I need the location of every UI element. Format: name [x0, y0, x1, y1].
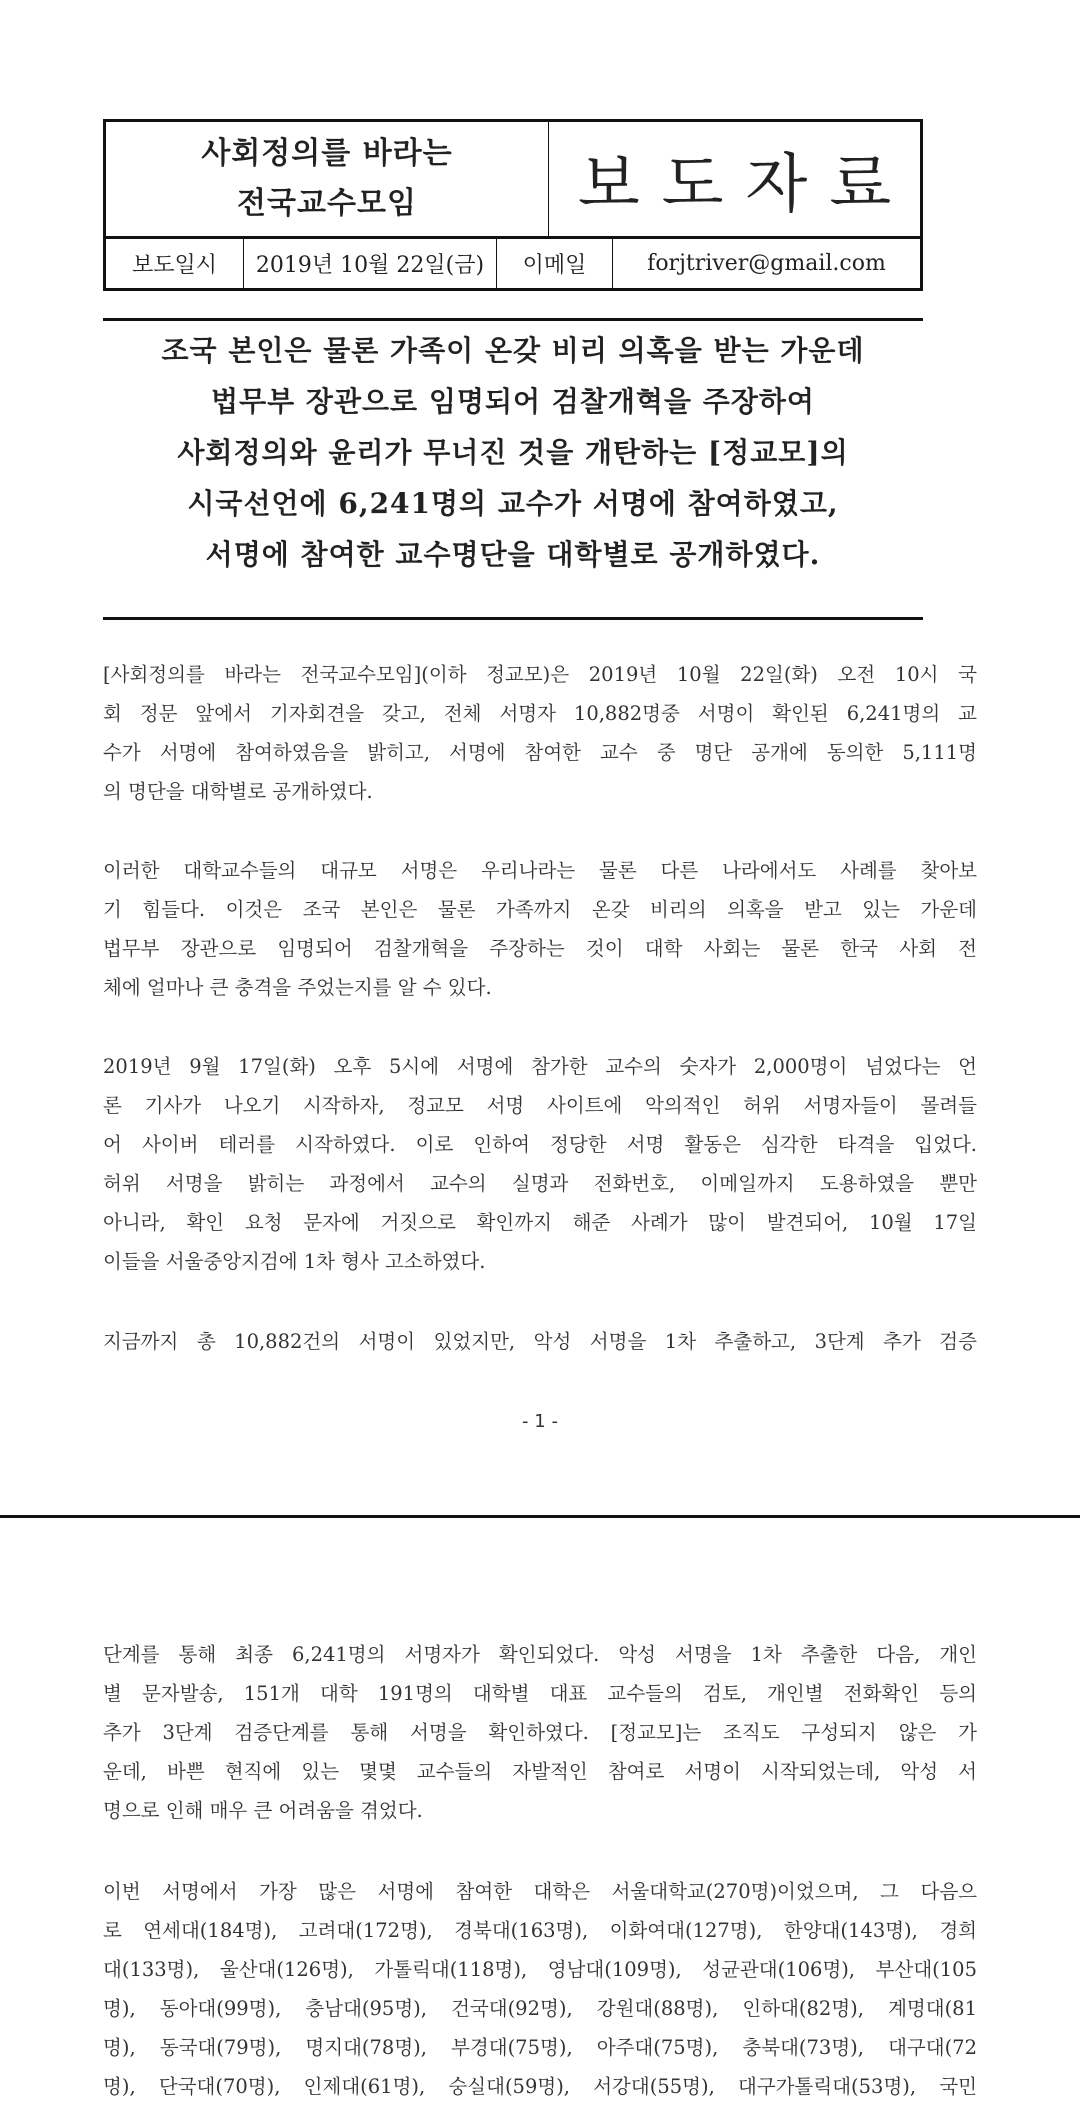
document-title: 보도자료 [577, 148, 914, 222]
text-line: 이러한 대학교수들의 대규모 서명은 우리나라는 물론 다른 나라에서도 사례를 찾아보 [103, 859, 977, 882]
body-paragraph-4 [103, 1322, 977, 1361]
text-line: 명), 동국대(79명), 명지대(78명), 부경대(75명), 아주대(75명), 충북대(73명), 대구대(72 [103, 2036, 977, 2059]
header-top-row [106, 122, 920, 236]
text-line: 아니라, 확인 요청 문자에 거짓으로 확인까지 해준 사례가 많이 발견되어, 10월 17일 [103, 1211, 977, 1234]
headline [103, 325, 923, 580]
text-line: 이들을 서울중앙지검에 1차 형사 고소하였다. [103, 1250, 486, 1273]
text-line: 법무부 장관으로 임명되어 검찰개혁을 주장하는 것이 대학 사회는 물론 한국 사회 전 [103, 937, 977, 960]
headline-line: 서명에 참여한 교수명단을 대학별로 공개하였다. [205, 538, 821, 571]
text-line: 로 연세대(184명), 고려대(172명), 경북대(163명), 이화여대(127명), 한양대(143명), 경희 [103, 1919, 977, 1942]
text-line: 단계를 통해 최종 6,241명의 서명자가 확인되었다. 악성 서명을 1차 추출한 다음, 개인 [103, 1643, 977, 1666]
page-number: - 1 - [522, 1411, 558, 1432]
release-date-label: 보도일시 [106, 239, 244, 288]
text-line: 대(133명), 울산대(126명), 가톨릭대(118명), 영남대(109명), 성균관대(106명), 부산대(105 [103, 1958, 977, 1981]
email-value: forjtriver@gmail.com [647, 251, 886, 276]
text-line: 수가 서명에 참여하였음을 밝히고, 서명에 참여한 교수 중 명단 공개에 동의한 5,111명 [103, 741, 977, 764]
text-line: 2019년 9월 17일(화) 오후 5시에 서명에 참가한 교수의 숫자가 2,000명이 넘었다는 언 [103, 1055, 977, 1078]
body-paragraph-5 [103, 1635, 977, 1830]
text-line: 명으로 인해 매우 큰 어려움을 겪었다. [103, 1799, 423, 1822]
text-line: 어 사이버 테러를 시작하였다. 이로 인하여 정당한 서명 활동은 심각한 타격을 입었다. [103, 1133, 977, 1156]
organization-name-line-1: 사회정의를 바라는 [201, 136, 453, 171]
page-2 [0, 1518, 1080, 2115]
organization-name-line-2: 전국교수모임 [237, 186, 417, 221]
headline-line: 시국선언에 6,241명의 교수가 서명에 참여하였고, [187, 487, 839, 520]
headline-top-rule [103, 318, 923, 321]
text-line: 이번 서명에서 가장 많은 서명에 참여한 대학은 서울대학교(270명)이었으며, 그 다음으 [103, 1880, 977, 1903]
text-line: [사회정의를 바라는 전국교수모임](이하 정교모)은 2019년 10월 22일(화) 오전 10시 국 [103, 663, 977, 686]
text-line: 지금까지 총 10,882건의 서명이 있었지만, 악성 서명을 1차 추출하고, 3단계 추가 검증 [103, 1330, 977, 1353]
organization-name [106, 122, 549, 236]
text-line: 의 명단을 대학별로 공개하였다. [103, 780, 373, 803]
body-paragraph-3 [103, 1047, 977, 1281]
release-date-value: 2019년 10월 22일(금) [244, 239, 497, 288]
body-paragraph-2 [103, 851, 977, 1007]
body-paragraph-1 [103, 655, 977, 811]
headline-bottom-rule [103, 617, 923, 620]
text-line: 추가 3단계 검증단계를 통해 서명을 확인하였다. [정교모]는 조직도 구성되지 않은 가 [103, 1721, 977, 1744]
text-line: 명), 단국대(70명), 인제대(61명), 숭실대(59명), 서강대(55명), 대구가톨릭대(53명), 국민 [103, 2075, 977, 2098]
text-line: 허위 서명을 밝히는 과정에서 교수의 실명과 전화번호, 이메일까지 도용하였을 뿐만 [103, 1172, 977, 1195]
text-line: 체에 얼마나 큰 충격을 주었는지를 알 수 있다. [103, 976, 492, 999]
header-info-row [106, 236, 920, 288]
text-line: 운데, 바쁜 현직에 있는 몇몇 교수들의 자발적인 참여로 서명이 시작되었는데, 악성 서 [103, 1760, 977, 1783]
text-line: 명), 동아대(99명), 충남대(95명), 건국대(92명), 강원대(88명), 인하대(82명), 계명대(81 [103, 1997, 977, 2020]
body-paragraph-6 [103, 1872, 977, 2106]
headline-line: 사회정의와 윤리가 무너진 것을 개탄하는 [정교모]의 [177, 436, 849, 469]
text-line: 별 문자발송, 151개 대학 191명의 대학별 대표 교수들의 검토, 개인별 전화확인 등의 [103, 1682, 977, 1705]
email-label: 이메일 [497, 239, 613, 288]
text-line: 기 힘들다. 이것은 조국 본인은 물론 가족까지 온갖 비리의 의혹을 받고 있는 가운데 [103, 898, 977, 921]
text-line: 회 정문 앞에서 기자회견을 갖고, 전체 서명자 10,882명중 서명이 확인된 6,241명의 교 [103, 702, 977, 725]
press-release-header-table [103, 119, 923, 291]
headline-line: 조국 본인은 물론 가족이 온갖 비리 의혹을 받는 가운데 [161, 334, 865, 367]
headline-line: 법무부 장관으로 임명되어 검찰개혁을 주장하여 [211, 385, 815, 418]
text-line: 론 기사가 나오기 시작하자, 정교모 서명 사이트에 악의적인 허위 서명자들이 몰려들 [103, 1094, 977, 1117]
